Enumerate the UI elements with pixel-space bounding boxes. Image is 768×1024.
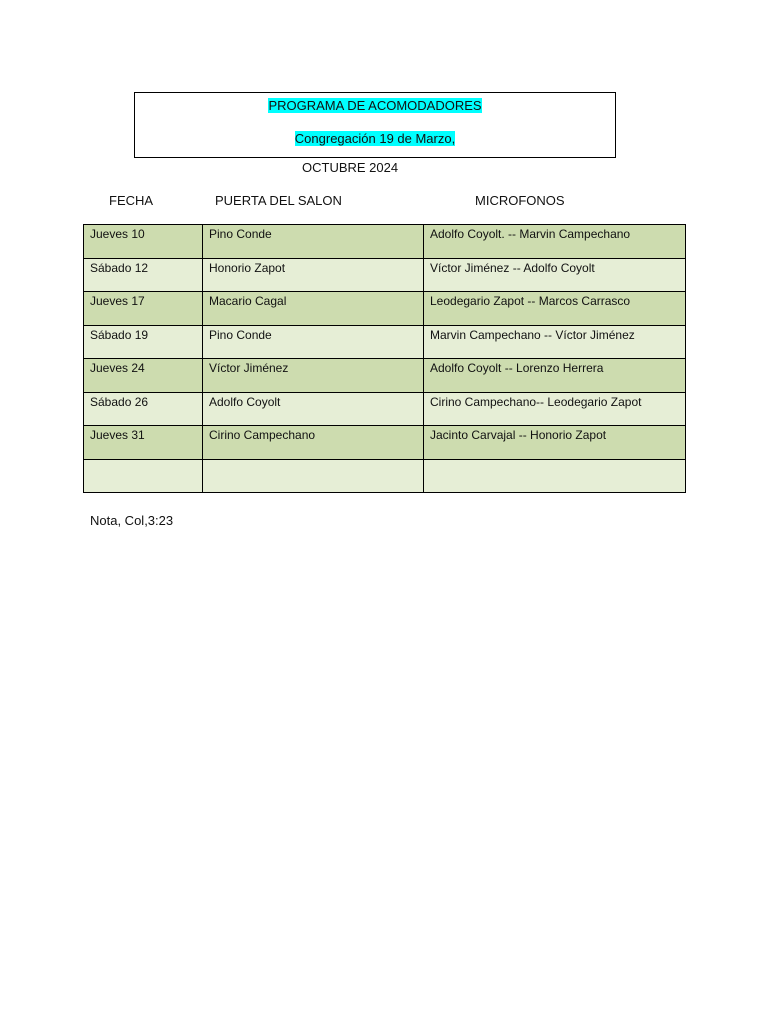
congregation-line <box>135 131 615 147</box>
fecha-cell: Jueves 31 <box>84 426 203 460</box>
table-row <box>84 258 686 292</box>
program-title-line <box>135 98 615 114</box>
puerta-cell: Cirino Campechano <box>203 426 424 460</box>
note-text: Nota, Col,3:23 <box>90 513 174 528</box>
fecha-cell: Sábado 26 <box>84 392 203 426</box>
microfonos-cell: Jacinto Carvajal -- Honorio Zapot <box>424 426 686 460</box>
microfonos-cell: Cirino Campechano-- Leodegario Zapot <box>424 392 686 426</box>
puerta-cell: Víctor Jiménez <box>203 359 424 393</box>
fecha-cell <box>84 459 203 493</box>
fecha-cell: Jueves 24 <box>84 359 203 393</box>
puerta-cell: Pino Conde <box>203 325 424 359</box>
puerta-cell <box>203 459 424 493</box>
fecha-cell: Sábado 12 <box>84 258 203 292</box>
microfonos-cell: Leodegario Zapot -- Marcos Carrasco <box>424 292 686 326</box>
puerta-cell: Pino Conde <box>203 225 424 259</box>
column-header-microfonos: MICROFONOS <box>475 193 565 208</box>
microfonos-cell: Adolfo Coyolt. -- Marvin Campechano <box>424 225 686 259</box>
fecha-cell: Jueves 10 <box>84 225 203 259</box>
table-row <box>84 426 686 460</box>
table-row <box>84 292 686 326</box>
table-row <box>84 459 686 493</box>
schedule-table <box>83 224 686 493</box>
fecha-cell: Jueves 17 <box>84 292 203 326</box>
column-header-puerta: PUERTA DEL SALON <box>215 193 342 208</box>
puerta-cell: Adolfo Coyolt <box>203 392 424 426</box>
table-row <box>84 392 686 426</box>
fecha-cell: Sábado 19 <box>84 325 203 359</box>
puerta-cell: Macario Cagal <box>203 292 424 326</box>
microfonos-cell <box>424 459 686 493</box>
column-header-fecha: FECHA <box>109 193 154 208</box>
puerta-cell: Honorio Zapot <box>203 258 424 292</box>
table-row <box>84 325 686 359</box>
month-label: OCTUBRE 2024 <box>302 160 399 175</box>
congregation-name: Congregación 19 de Marzo, <box>294 131 456 146</box>
title-box <box>134 92 616 158</box>
program-title: PROGRAMA DE ACOMODADORES <box>268 98 482 113</box>
microfonos-cell: Adolfo Coyolt -- Lorenzo Herrera <box>424 359 686 393</box>
table-row <box>84 359 686 393</box>
microfonos-cell: Víctor Jiménez -- Adolfo Coyolt <box>424 258 686 292</box>
table-row <box>84 225 686 259</box>
microfonos-cell: Marvin Campechano -- Víctor Jiménez <box>424 325 686 359</box>
